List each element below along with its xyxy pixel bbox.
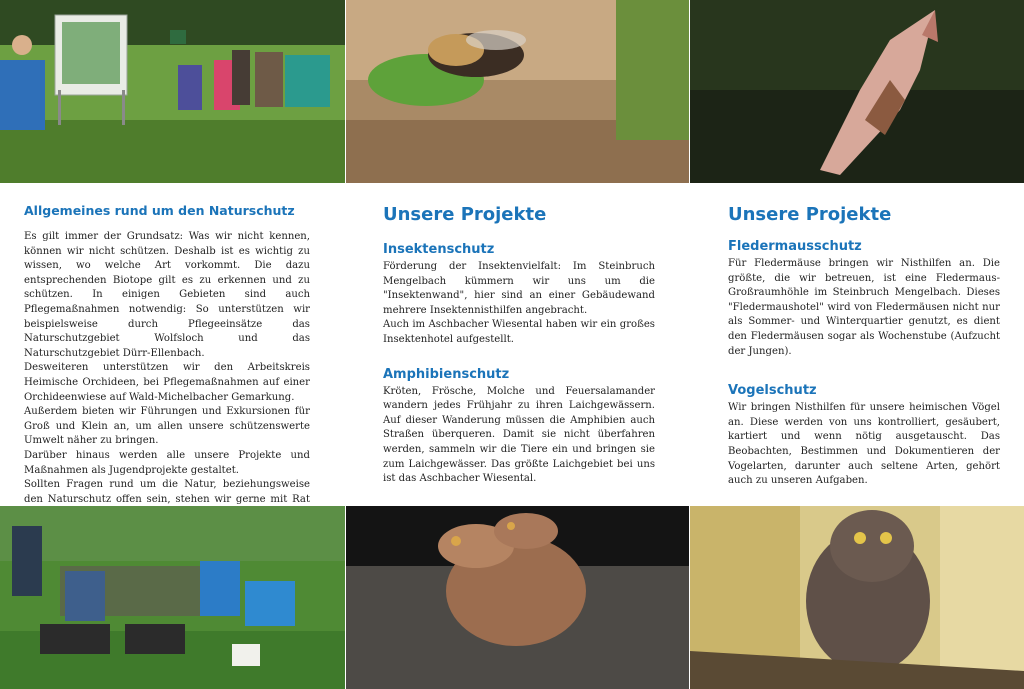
photo-bat bbox=[690, 0, 1024, 183]
photo-toads bbox=[346, 506, 689, 689]
heading-general: Allgemeines rund um den Naturschutz bbox=[24, 203, 295, 218]
photo-owl bbox=[690, 506, 1024, 689]
body-bird-protection: Wir bringen Nisthilfen für unsere heimischen Vögel an. Diese werden von uns kontrolliert, gesäubert, kartiert und wenn nötig ausgetauscht. Das Beobachten, Bestimmen und Dokumentieren der Vogelarten, darunter auch seltene Arten, gehört auch zu unseren Aufgaben. bbox=[728, 402, 1000, 487]
title-projects: Unsere Projekte bbox=[728, 204, 892, 225]
body-amphibian-protection: Kröten, Frösche, Molche und Feuersalamander wandern jedes Frühjahr zu ihren Laichgewässern. Auf dieser Wanderung müssen die Amphibien auch Straßen überqueren. Damit sie nicht überfahren werden, sammeln wir die Tiere ein und bringen sie zum Laichgewässer. Das größte Laichgebiet bei uns ist das Aschbacher Wiesental. bbox=[383, 385, 655, 485]
photo-bee bbox=[346, 0, 689, 183]
heading-bird-protection: Vogelschutz bbox=[728, 383, 817, 399]
heading-bat-protection: Fledermausschutz bbox=[728, 239, 862, 254]
photo-group-at-info-board bbox=[0, 0, 345, 183]
column-general-nature-conservation bbox=[24, 190, 310, 505]
column-projects-insects-amphibians bbox=[383, 190, 655, 500]
heading-insect-protection: Insektenschutz bbox=[383, 242, 495, 257]
body-general: Es gilt immer der Grundsatz: Was wir nicht kennen, können wir nicht schützen. Deshalb ist es wichtig zu wissen, wo welche Art vorkommt. Die dazu entsprechenden Biotope gilt es zu erkennen und zu schützen. In einigen Gebieten sind auch Pflegemaßnahmen notwendig: So unterstützen wir beispielsweise durch Pflegeeinsätze das Naturschutzgebiet Wolfsloch und das Naturschutzgebiet Dürr-Ellenbach. Desweiteren unterstützen wir den Arbeitskreis Heimische Orchideen, bei Pflegemaßnahmen auf einer Orchideenwiese auf Wald-Michelbacher Gemarkung. Außerdem bieten wir Führungen und Exkursionen für Groß und Klein an, um allen unsere schützenswerte Umwelt näher zu bringen. Darüber hinaus werden alle unsere Projekte und Maßnahmen als Jugendprojekte gestaltet. Sollten Fragen rund um die Natur, beziehungsweise den Naturschutz offen sein, stehen wir gerne mit Rat bbox=[24, 231, 310, 505]
column-projects-bats-birds bbox=[728, 190, 1000, 500]
body-bat-protection: Für Fledermäuse bringen wir Nisthilfen an. Die größte, die wir betreuen, ist eine Fledermaus- Großraumhöhle im Steinbruch Mengelbach. Dieses "Fledermaushotel" wird von Fledermäusen nicht nur als Sommer- und Winterquartier genutzt, es dient den Fledermäusen sogar als Wochenstube (Aufzucht der Jungen). bbox=[728, 258, 1000, 357]
heading-amphibian-protection: Amphibienschutz bbox=[383, 366, 510, 382]
title-projects: Unsere Projekte bbox=[383, 204, 547, 225]
body-insect-protection: Förderung der Insektenvielfalt: Im Steinbruch Mengelbach kümmern wir uns um die "Insektenwand", hier sind an einer Gebäudewand mehrere Insektennisthilfen angebracht. Auch im Aschbacher Wiesental haben wir ein großes Insektenhotel aufgestellt. bbox=[383, 261, 655, 345]
photo-volunteers-at-pond bbox=[0, 506, 345, 689]
